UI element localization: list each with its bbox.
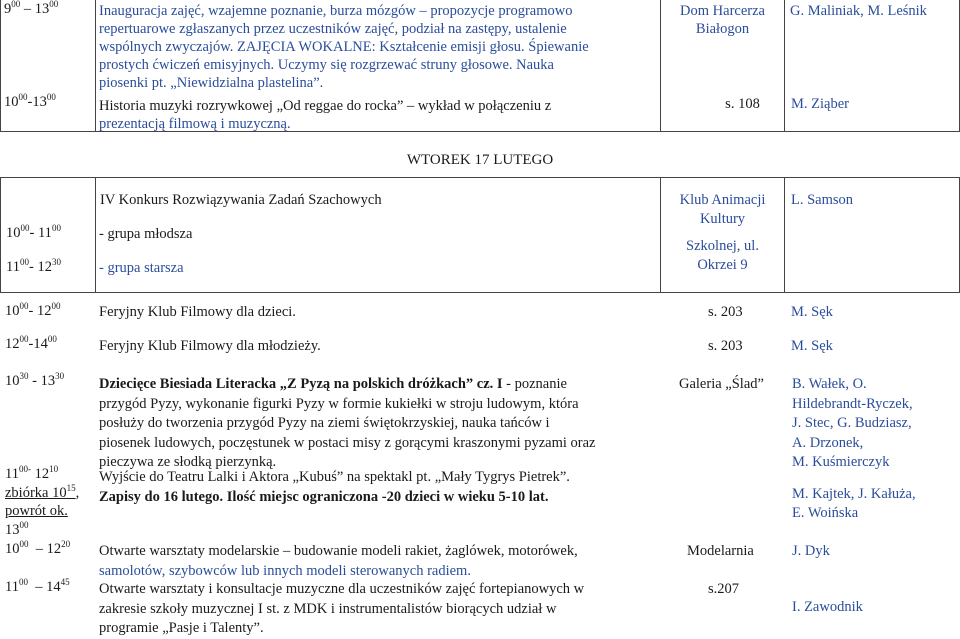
theatre-persons: M. Kajtek, J. Kałuża, E. Woińska xyxy=(792,486,916,521)
historia-description: Historia muzyki rozrywkowej „Od reggae do rocka” – wykład w połączeniu z prezentacją filmową i muzyczną. xyxy=(99,98,552,132)
chess-group-younger: - grupa młodsza xyxy=(99,226,193,242)
film-youth-person: M. Sęk xyxy=(791,338,833,354)
place-room-108: s. 108 xyxy=(725,96,760,112)
muzyka-description: Otwarte warsztaty i konsultacje muzyczne dla uczestników zajęć fortepianowych w zakresie szkoły muzycznej I st. z MDK i instrumentalistów biorących udział w programie „Pasje i Talenty”. xyxy=(99,581,585,636)
time-film-youth: $12^{00}-14^{00}$ xyxy=(5,334,57,352)
time-historia: $10^{00}-13^{00}$ xyxy=(4,92,56,110)
time-chess-older: $11^{00}-$ $12^{30}$ xyxy=(6,257,61,275)
place-s207: s.207 xyxy=(708,581,740,597)
time-literacka: $10^{30} - 13^{30}$ xyxy=(5,371,65,389)
film-youth-room: s. 203 xyxy=(708,338,743,354)
time-muzyka: $11^{00} - 14^{45}$ xyxy=(5,577,70,595)
time-modelarnia: $10^{00} - 12^{20}$ xyxy=(5,539,71,557)
literacka-description: Dziecięce Biesiada Literacka „Z Pyzą na polskich dróżkach” cz. I - poznanie przygód Pyzy, wykonanie figurki Pyzy w formie kukiełki w stroju ludowym, która posłuży do tworzenia przygód Pyzy na ziemi świętokrzyskiej, nauka tańców i piosenek ludowych, poczęstunek w postaci misy z gorącymi kraszonymi pyzami oraz pieczywa ze słodką pierzynką. xyxy=(99,376,596,470)
time-theatre: $11^{00-}$ $12^{10}$ zbiórka $10^{15}$, powrót ok. $13^{00}$ xyxy=(5,464,80,538)
literacka-persons: B. Wałek, O. Hildebrandt-Ryczek, J. Stec, G. Budziasz, A. Drzonek, M. Kuśmierczyk xyxy=(792,376,913,470)
chess-group-older: - grupa starsza xyxy=(99,260,184,276)
inauguracja-description: Inauguracja zajęć, wzajemne poznanie, burza mózgów – propozycje programowo repertuarowe zgłaszanych przez uczestników zajęć, podział na zastępy, ustalenie wspólnych zwyczajów. ZAJĘCIA WOKALNE: Kształcenie emisji głosu. Śpiewanie prostych ćwiczeń emisyjnych. Uczymy się rozgrzewać struny głosowe. Nauka piosenki pt. „Niewidzialna plastelina”. xyxy=(99,3,589,91)
film-children-title: Feryjny Klub Filmowy dla dzieci. xyxy=(99,304,296,320)
place-klub-animacji: Klub Animacji Kultury Szkolnej, ul. Okrzei 9 xyxy=(679,192,766,273)
time-chess-younger: $10^{00}-$ $11^{00}$ xyxy=(6,223,61,241)
person-ziaber: M. Ziąber xyxy=(791,96,849,112)
film-children-room: s. 203 xyxy=(708,304,743,320)
person-samson: L. Samson xyxy=(791,192,854,208)
place-dom-harcerza: Dom Harcerza Białogon xyxy=(680,3,765,37)
person-dyk: J. Dyk xyxy=(792,543,830,559)
film-youth-title: Feryjny Klub Filmowy dla młodzieży. xyxy=(99,338,321,354)
theatre-description: Wyjście do Teatru Lalki i Aktora „Kubuś” na spektakl pt. „Mały Tygrys Pietrek”. Zapisy do 16 lutego. Ilość miejsc ograniczona -20 dzieci w wieku 5-10 lat. xyxy=(99,469,570,505)
person-maliniak: G. Maliniak, M. Leśnik xyxy=(790,3,927,19)
time-inauguracja: $9^{00} - 13^{00}$ xyxy=(4,0,59,17)
film-children-person: M. Sęk xyxy=(791,304,833,320)
person-zawodnik: I. Zawodnik xyxy=(792,599,863,615)
time-film-children: $10^{00}-$ $12^{00}$ xyxy=(5,301,61,319)
place-modelarnia: Modelarnia xyxy=(687,543,754,559)
place-galeria-slad: Galeria „Ślad” xyxy=(679,376,764,392)
day-header: WTOREK 17 LUTEGO xyxy=(406,152,554,168)
chess-title: IV Konkurs Rozwiązywania Zadań Szachowych xyxy=(100,192,382,208)
modelarnia-description: Otwarte warsztaty modelarskie – budowanie modeli rakiet, żaglówek, motorówek, samolotów, szybowców lub innych modeli sterowanych radiem. xyxy=(99,543,578,579)
